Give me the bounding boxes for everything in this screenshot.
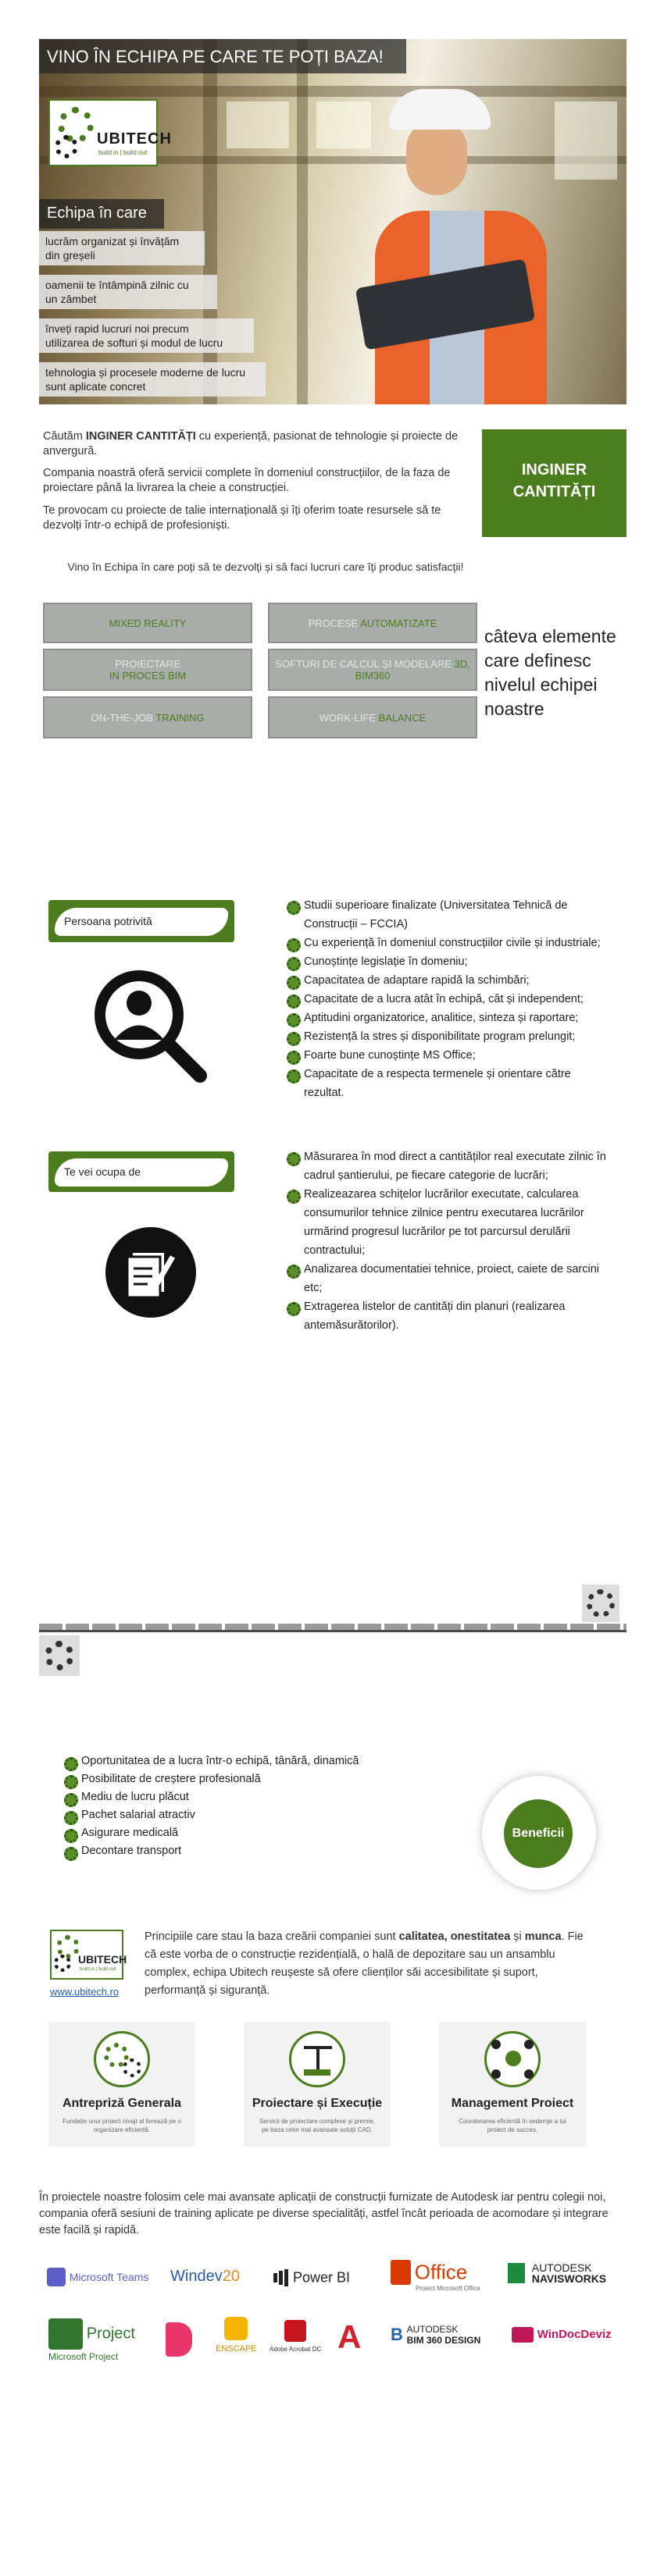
office-sub: Proiect Microsoft Office [416, 2285, 480, 2292]
list-item: Capacitate de a respecta termenele și orientare către rezultat. [285, 1065, 613, 1102]
list-item: Analizarea documentatiei tehnice, proiect, caiete de sarcini etc; [285, 1260, 613, 1297]
list-item: Pachet salarial atractiv [62, 1806, 422, 1824]
windev-label: Windev [170, 2268, 223, 2285]
powerbi-label: Power BI [293, 2269, 351, 2286]
feature-training [43, 696, 252, 738]
feature-balance [268, 696, 477, 738]
hard-hat-icon [389, 89, 491, 130]
project-label: Project [86, 2325, 135, 2343]
project-sub: Microsoft Project [48, 2351, 119, 2362]
crane-icon [289, 2031, 345, 2087]
gear-tile [39, 1635, 80, 1676]
feature-text: ON-THE-JOB [91, 711, 156, 724]
feature-automation [268, 603, 477, 643]
bim360-logo [391, 2324, 480, 2346]
role-line: INGINER [521, 461, 587, 479]
list-item: Posibilitate de creștere profesională [62, 1770, 422, 1788]
slogan: Vino în Echipa în care poți să te dezvolți și să faci lucruri care îți produc satisfacții! [67, 560, 464, 573]
acrobat-icon [284, 2320, 306, 2342]
company-link[interactable]: www.ubitech.ro [50, 1986, 120, 1998]
windoc-label: WinDocDeviz [537, 2328, 612, 2342]
intro-strong: INGINER CANTITĂȚI [85, 430, 196, 443]
intro-paragraph: Te provocam cu proiecte de talie internațională și îți oferim toate resursele să te dezvolți într-o echipă de profesioniști. [43, 504, 441, 532]
project-icon [48, 2318, 83, 2350]
feature-text: AUTOMATIZATE [360, 617, 437, 629]
bim360-label: BIM 360 DESIGN [406, 2335, 481, 2346]
gear-icon [55, 135, 78, 158]
company-logo [50, 1930, 127, 1980]
intro-paragraph [43, 429, 469, 459]
windev-number: 20 [222, 2268, 240, 2285]
network-node [524, 2069, 534, 2079]
tasks-list [285, 1147, 613, 1335]
feature-text: IN PROCES BIM [109, 670, 187, 681]
gear-icon [587, 1589, 615, 1617]
service-card [439, 2022, 586, 2147]
hero-line: tehnologia și procesele moderne de lucru sunt aplicate concret [39, 362, 266, 397]
service-desc: Fundație unui proiect nivajt al livrează pe o organizare eficientă. [62, 2118, 181, 2133]
network-node [491, 2040, 501, 2049]
navisworks-logo [508, 2262, 606, 2284]
list-item: Studii superioare finalizate (Universitatea Tehnică de Construcții – FCCIA) [285, 896, 613, 934]
feature-text: MIXED REALITY [109, 617, 187, 629]
section-label: Te vei ocupa de [55, 1158, 228, 1187]
role-box [482, 429, 627, 537]
feature-text: BALANCE [378, 711, 427, 724]
feature-text: TRAINING [155, 711, 205, 724]
intro-paragraph: Compania noastră oferă servicii complete în domeniul construcțiilor, de la faza de proiectare până la livrarea la cheie a construcției. [43, 467, 451, 494]
windev-logo [170, 2268, 240, 2286]
hero-banner [39, 39, 627, 404]
service-title: Management Proiect [451, 2097, 574, 2110]
network-node [491, 2069, 501, 2079]
search-person-icon [92, 968, 209, 1085]
service-title: Proiectare și Execuție [252, 2097, 383, 2110]
enscape-icon [224, 2317, 248, 2340]
network-icon [484, 2031, 541, 2087]
enscape-logo [216, 2317, 257, 2354]
divider-line [39, 1630, 627, 1632]
teams-logo [47, 2268, 148, 2286]
logo-tagline: build in | build out [98, 149, 148, 156]
powerbi-icon [284, 2269, 288, 2286]
service-desc: Coordonarea eficientă în sedemje a tui proiect de succes. [459, 2118, 566, 2133]
hero-line: oamenii te întâmpină zilnic cu un zâmbet [39, 275, 217, 309]
feature-text: PROCESE [308, 617, 361, 629]
company-text-part: Principiile care stau la baza creării companiei sunt [145, 1930, 399, 1943]
crane-base [304, 2069, 330, 2076]
list-item: Asigurare medicală [62, 1824, 422, 1842]
company-strong: calitatea, onestitatea [398, 1930, 511, 1943]
teams-label: Microsoft Teams [69, 2271, 149, 2283]
gears-icon [94, 2031, 150, 2087]
windoc-icon [512, 2327, 534, 2343]
list-item: Cunoștințe legislație în domeniu; [285, 952, 613, 971]
gear-tile [582, 1585, 619, 1622]
hero-line: înveți rapid lucruri noi precum utilizarea de softuri și modul de lucru [39, 318, 254, 353]
benefits-badge: Beneficii [504, 1799, 573, 1868]
feature-text: 3D, [454, 658, 470, 670]
benefits-list [62, 1752, 422, 1860]
hero-beam [39, 86, 627, 97]
list-item: Capacitatea de adaptare rapidă la schimbări; [285, 971, 613, 990]
hero-beam [297, 39, 308, 404]
office-logo [391, 2260, 480, 2292]
ubitech-logo [48, 99, 172, 166]
service-title: Antrepriză Generala [62, 2097, 182, 2110]
autodesk-a-icon: A [337, 2318, 362, 2355]
hero-line: lucrăm organizat și învățăm din greșeli [39, 231, 205, 265]
network-node [524, 2040, 534, 2049]
gear-icon [45, 1641, 74, 1670]
teams-icon [47, 2268, 66, 2286]
bim360-brand: AUTODESK [406, 2324, 459, 2335]
list-item: Cu experiență în domeniul construcțiilor civile și industriale; [285, 934, 613, 952]
hero-window [316, 101, 371, 148]
intro-text: Căutăm [43, 430, 86, 443]
software-intro: În proiectele noastre folosim cele mai avansate aplicații de construcții furnizate de Autodesk iar pentru colegii noi, compania oferă sesiuni de training aplicate pe diverse specialități, astfel încât perioada de acomodare și integrare este facilă și rapidă. [39, 2191, 609, 2236]
features-caption: câteva elemente care definesc nivelul echipei noastre [484, 626, 616, 719]
service-card [48, 2022, 195, 2147]
feature-text: SOFTURI DE CALCUL ȘI MODELARE [275, 658, 455, 670]
powerbi-icon [279, 2271, 283, 2285]
company-text-part: . Fie că este vorba de o construcție rezidențială, o hală de depozitare sau un ansamblu complex, echipa Ubitech reușeste să ofere clienților săi accesibilitate și suport, performanță și siguranță. [145, 1930, 584, 1997]
d-app-icon [166, 2322, 192, 2357]
document-edit-icon [104, 1226, 198, 1319]
bim360-icon: B [391, 2325, 403, 2344]
powerbi-logo [273, 2269, 350, 2286]
list-item: Măsurarea în mod direct a cantităților real executate zilnic în cadrul șantierului, pe fiecare categorie de lucrări; [285, 1147, 613, 1185]
company-text-part: și [510, 1930, 525, 1943]
enscape-label: ENSCAPE [216, 2344, 257, 2354]
windoc-logo [512, 2326, 612, 2343]
hero-window [555, 101, 617, 180]
hero-window [227, 101, 289, 148]
navisworks-label: NAVISWORKS [531, 2272, 607, 2285]
hero-title: VINO ÎN ECHIPA PE CARE TE POȚI BAZA! [39, 39, 406, 73]
acrobat-logo [270, 2320, 321, 2353]
company-text [145, 1928, 590, 2000]
feature-text: WORK-LIFE [319, 711, 379, 724]
list-item: Mediu de lucru plăcut [62, 1788, 422, 1806]
logo-tagline: build in | build out [80, 1967, 116, 1972]
list-item: Capacitate de a lucra atât în echipă, cât și independent; [285, 990, 613, 1009]
navisworks-icon [508, 2263, 525, 2283]
office-icon [391, 2260, 411, 2285]
navisworks-brand: AUTODESK [531, 2261, 592, 2274]
list-item: Oportunitatea de a lucra într-o echipă, tânără, dinamică [62, 1752, 422, 1770]
person-face [406, 121, 467, 195]
feature-text: BIM360 [355, 670, 391, 681]
list-item: Decontare transport [62, 1842, 422, 1860]
logo-word: UBITECH [78, 1953, 127, 1966]
network-node [505, 2051, 521, 2066]
gear-icon [123, 2058, 141, 2077]
role-line: CANTITĂȚI [512, 483, 596, 500]
logo-word: UBITECH [97, 130, 172, 148]
company-strong: munca [524, 1930, 562, 1943]
powerbi-icon [273, 2273, 277, 2282]
list-item: Rezistență la stres și disponibilitate program prelungit; [285, 1027, 613, 1046]
team-tag: Echipa în care [39, 199, 164, 229]
gear-icon [54, 1955, 71, 1972]
requirements-list [285, 896, 613, 1102]
section-label: Persoana potrivită [55, 908, 228, 936]
list-item: Aptitudini organizatorice, analitice, sinteza și raportare; [285, 1009, 613, 1027]
feature-text: PROIECTARE [115, 658, 180, 670]
service-card [244, 2022, 391, 2147]
feature-software [268, 649, 477, 691]
intro-text: cu experiență, pasionat de tehnologie și proiecte de anvergură. [43, 430, 459, 457]
project-logo [48, 2318, 135, 2362]
list-item: Extragerea listelor de cantități din planuri (realizarea antemăsurătorilor). [285, 1297, 613, 1335]
list-item: Realizeazarea schițelor lucrărilor executate, calcularea consumurilor tehnice zilnice pentru executarea lucrărilor urmărind progresul lucrărilor pe tot parcursul derulării contractului; [285, 1185, 613, 1260]
list-item: Foarte bune cunoștințe MS Office; [285, 1046, 613, 1065]
divider [39, 1624, 627, 1630]
office-label: Office [414, 2260, 468, 2284]
feature-bim-design [43, 649, 252, 691]
feature-mixed-reality [43, 603, 252, 643]
service-desc: Servicii de proiectare complexe și premie, pe baza celor mai avansate soluții CAD. [259, 2118, 376, 2133]
acrobat-label: Adobe Acrobat DC [270, 2346, 322, 2353]
